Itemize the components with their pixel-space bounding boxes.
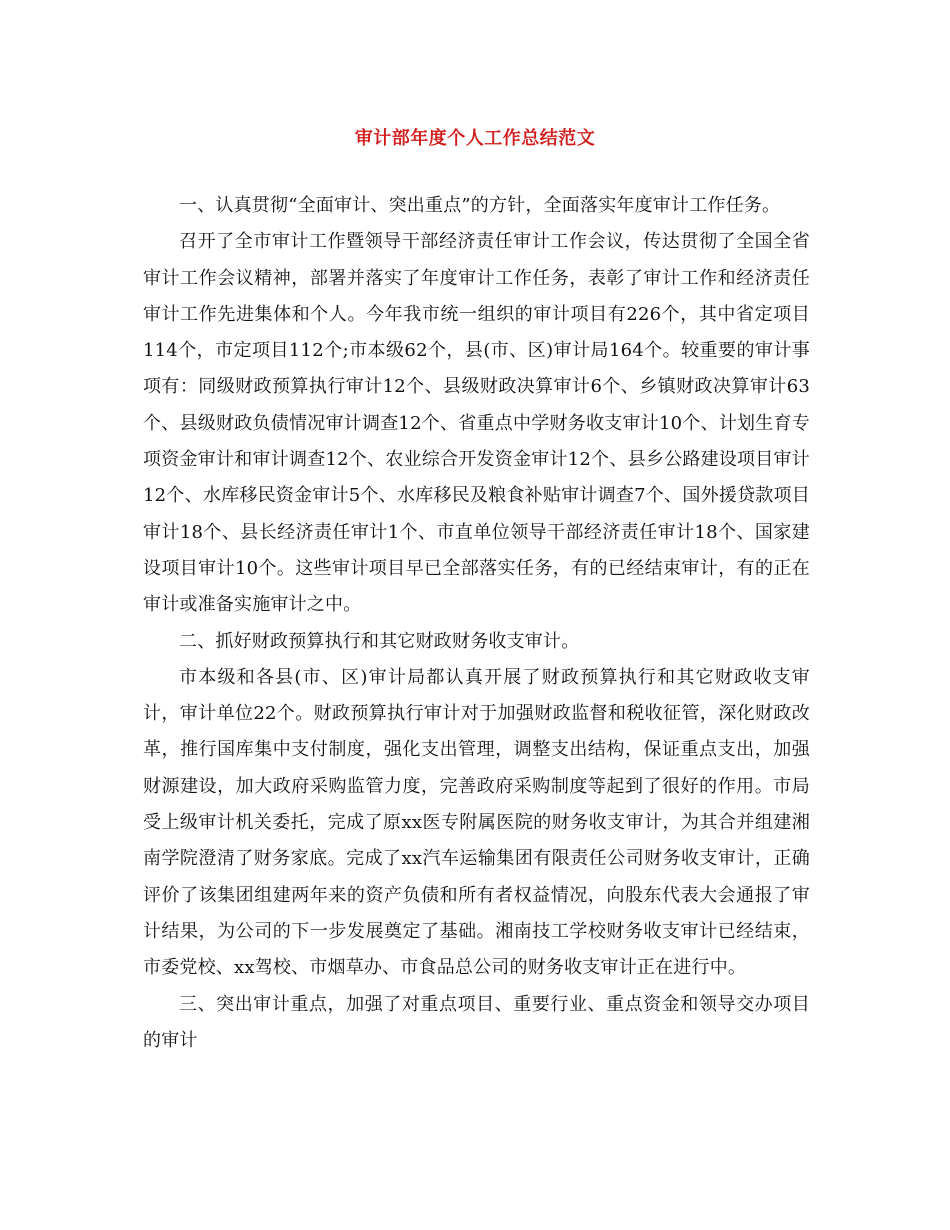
paragraph-2: 召开了全市审计工作暨领导干部经济责任审计工作会议，传达贯彻了全国全省审计工作会议精神，部署并落实了年度审计工作任务，表彰了审计工作和经济责任审计工作先进集体和个人。今年我市统一组织的审计项目有226个，其中省定项目114个，市定项目112个;市本级62个，县(市、区)审计局164个。较重要的审计事项有：同级财政预算执行审计12个、县级财政决算审计6个、乡镇财政决算审计63个、县级财政负债情况审计调查12个、省重点中学财务收支审计10个、计划生育专项资金审计和审计调查12个、农业综合开发资金审计12个、县乡公路建设项目审计12个、水库移民资金审计5个、水库移民及粮食补贴审计调查7个、国外援贷款项目审计18个、县长经济责任审计1个、市直单位领导干部经济责任审计18个、国家建设项目审计10个。这些审计项目早已全部落实任务，有的已经结束审计，有的正在审计或准备实施审计之中。 [143, 231, 810, 616]
paragraph-5: 三、突出审计重点，加强了对重点项目、重要行业、重点资金和领导交办项目的审计 [143, 993, 810, 1051]
paragraph-4: 市本级和各县(市、区)审计局都认真开展了财政预算执行和其它财政收支审计，审计单位22个。财政预算执行审计对于加强财政监督和税收征管，深化财政改革，推行国库集中支付制度，强化支出管理，调整支出结构，保证重点支出，加强财源建设，加大政府采购监管力度，完善政府采购制度等起到了很好的作用。市局受上级审计机关委托，完成了原xx医专附属医院的财务收支审计，为其合并组建湘南学院澄清了财务家底。完成了xx汽车运输集团有限责任公司财务收支审计，正确评价了该集团组建两年来的资产负债和所有者权益情况，向股东代表大会通报了审计结果，为公司的下一步发展奠定了基础。湘南技工学校财务收支审计已经结束，市委党校、xx驾校、市烟草办、市食品总公司的财务收支审计正在进行中。 [143, 666, 810, 979]
document-title: 审计部年度个人工作总结范文 [354, 128, 596, 149]
paragraph-1: 一、认真贯彻“全面审计、突出重点”的方针，全面落实年度审计工作任务。 [179, 195, 781, 216]
paragraph-3: 二、抓好财政预算执行和其它财政财务收支审计。 [179, 630, 580, 652]
document-body [143, 188, 810, 1059]
